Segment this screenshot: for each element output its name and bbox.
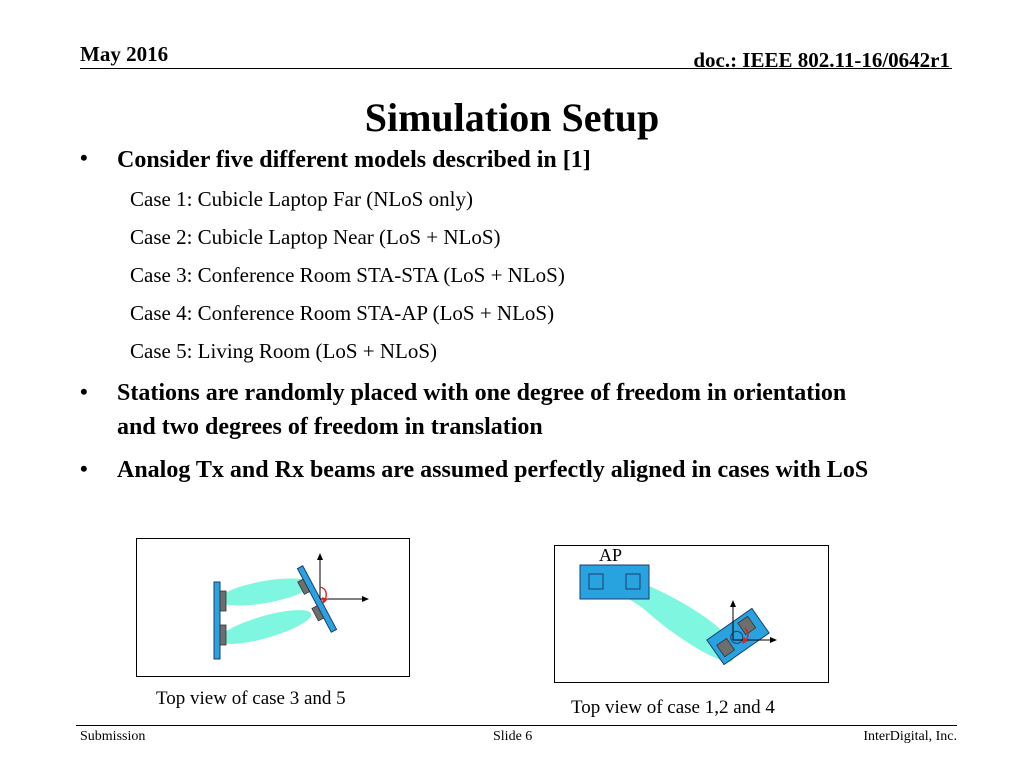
- beam-lower: [216, 603, 314, 651]
- arrow-head: [362, 596, 369, 602]
- slide-title: Simulation Setup: [364, 95, 660, 140]
- case-item: Case 3: Conference Room STA-STA (LoS + NLoS): [130, 263, 565, 287]
- header-divider: [80, 68, 952, 69]
- bullet-text: Consider five different models described in [1]: [117, 147, 591, 173]
- header-date: May 2016: [80, 42, 169, 66]
- bullet-text: Analog Tx and Rx beams are assumed perfectly aligned in cases with LoS: [117, 457, 869, 483]
- case-item: Case 2: Cubicle Laptop Near (LoS + NLoS): [130, 225, 501, 249]
- ap-label: AP: [599, 545, 623, 565]
- figure-case-3-5-diagram: [137, 539, 409, 676]
- arrow-head: [317, 553, 323, 560]
- footer-divider: [76, 725, 957, 726]
- figure-case-3-5: [136, 538, 410, 677]
- case-item: Case 4: Conference Room STA-AP (LoS + NLoS): [130, 301, 555, 325]
- bullet-text: Stations are randomly placed with one degree of freedom in orientation and two degrees of freedom in translation: [117, 380, 847, 440]
- arrow-head: [730, 600, 736, 607]
- footer-submission: Submission: [80, 729, 146, 744]
- antenna-module: [220, 625, 226, 645]
- rotation-arrow-head: [322, 597, 328, 604]
- arrow-head: [770, 637, 777, 643]
- header-doc-id: doc.: IEEE 802.11-16/0642r1: [693, 48, 950, 72]
- figure-case-1-2-4: [554, 545, 829, 683]
- footer-company: InterDigital, Inc.: [863, 729, 957, 744]
- footer-slide-number: Slide 6: [493, 729, 533, 744]
- right-figure-caption: Top view of case 1,2 and 4: [571, 697, 775, 718]
- beam-upper: [217, 573, 313, 611]
- case-item: Case 5: Living Room (LoS + NLoS): [130, 339, 438, 363]
- bullet-marker: •: [80, 145, 88, 170]
- bullet-marker: •: [80, 379, 88, 404]
- antenna-module: [626, 574, 640, 589]
- left-station: [214, 582, 220, 659]
- left-figure-caption: Top view of case 3 and 5: [156, 688, 346, 709]
- figure-case-1-2-4-diagram: [555, 546, 828, 682]
- bullet-marker: •: [80, 456, 88, 481]
- antenna-module: [589, 574, 603, 589]
- antenna-module: [220, 591, 226, 611]
- case-item: Case 1: Cubicle Laptop Far (NLoS only): [130, 187, 473, 211]
